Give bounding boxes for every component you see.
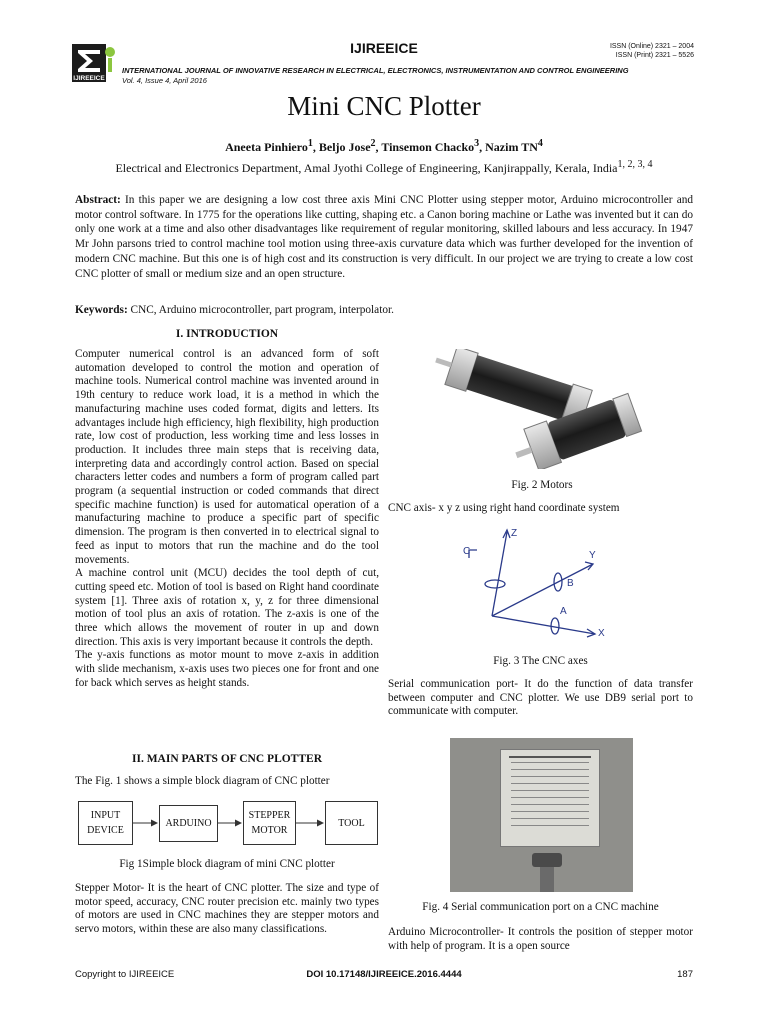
axes-illustration	[455, 524, 615, 644]
abstract-label: Abstract:	[75, 194, 121, 206]
fig4-serial-port-image	[450, 738, 633, 892]
db9-connector	[532, 853, 562, 867]
affiliation	[0, 159, 768, 176]
author-name: Tinsemon Chacko	[381, 140, 475, 154]
fig2-caption: Fig. 2 Motors	[511, 479, 573, 491]
journal-full-name: INTERNATIONAL JOURNAL OF INNOVATIVE RESEARCH IN ELECTRICAL, ELECTRONICS, INSTRUMENTATION AND CONTROL ENGINEERING	[122, 66, 629, 75]
paragraph: Serial communication port- It do the function of data transfer between computer and CNC plotter. We use DB9 serial port to communicate with computer.	[388, 678, 693, 718]
author-sup: 1	[307, 138, 313, 149]
block-label: MOTOR	[251, 825, 288, 836]
author-sup: 2	[370, 138, 376, 149]
issn-print: ISSN (Print) 2321 – 5526	[615, 52, 694, 59]
block-arduino	[159, 805, 218, 842]
block-label: INPUT	[90, 810, 121, 821]
author-sup: 3	[474, 138, 480, 149]
affiliation-text: Electrical and Electronics Department, Amal Jyothi College of Engineering, Kanjirappally, Kerala, India	[115, 161, 618, 175]
introduction-body	[75, 348, 379, 691]
section-heading-introduction: I. INTRODUCTION	[175, 328, 279, 340]
block-stepper-motor	[243, 801, 296, 845]
stepper-motor-paragraph: Stepper Motor- It is the heart of CNC plotter. The size and type of motor speed, accuracy, CNC router precision etc. mainly two types of motors are used in CNC machines they are stepper motors and servo motors, within these are also many classifications.	[75, 882, 379, 936]
logo-text: IJIREEICE	[73, 75, 105, 82]
issn-online: ISSN (Online) 2321 – 2004	[609, 43, 694, 50]
fig1-intro: The Fig. 1 shows a simple block diagram of CNC plotter	[75, 775, 330, 787]
block-input-device	[78, 801, 133, 845]
footer-page-number: 187	[677, 969, 693, 980]
footer-doi: DOI 10.17148/IJIREEICE.2016.4444	[306, 969, 462, 980]
section-heading-main-parts: II. MAIN PARTS OF CNC PLOTTER	[132, 753, 322, 765]
axis-label-b: B	[567, 578, 574, 589]
arduino-paragraph: Arduino Microcontroller- It controls the position of stepper motor with help of program. It is a open source	[388, 926, 693, 952]
fig2-motors-image	[427, 349, 657, 469]
fig3-axes-diagram	[455, 524, 615, 644]
motors-illustration	[427, 349, 657, 469]
keywords-value: CNC, Arduino microcontroller, part program, interpolator.	[130, 304, 394, 316]
affiliation-sup: 1, 2, 3, 4	[617, 159, 653, 170]
paragraph: A machine control unit (MCU) decides the tool depth of cut, cutting speed etc. Motion of tool is based on Right hand coordinate system [1]. Three axis of rotation x, y, z for three dimensional motion of tool plus an axis of rotation. The z-axis is one of the three which allows the movement of router in up and down direction. This axis is very important because it controls the depth.	[75, 567, 379, 648]
block-tool	[325, 801, 378, 845]
axis-label-c: C	[463, 546, 471, 557]
author-name: Aneeta Pinhiero	[225, 140, 308, 154]
block-diagram	[75, 797, 379, 847]
block-label: ARDUINO	[165, 818, 212, 829]
fig1-caption: Fig 1Simple block diagram of mini CNC plotter	[119, 858, 335, 870]
journal-short-name: IJIREEICE	[350, 40, 418, 56]
axis-label-x: X	[598, 628, 605, 639]
axis-label-a: A	[560, 606, 567, 617]
footer-copyright: Copyright to IJIREEICE	[75, 969, 175, 980]
paragraph: Computer numerical control is an advanced form of soft automation developed to control the motion and operation of machine tools. Numerical control machine was invented around in 19th century to reduce work load, it is a method in which the manufacturing machine uses coded format, digits and letters. Its advantages include high efficiency, high flexibility, high production rate, low cost of production, less working time and less losses in production. It includes three main steps that is receiving data, interpreting data and accordingly control action. Based on special characters letter codes and numbers a form of program called part program (a sequential instruction or coded commands that direct specific machine function) is used for automatical operation of a manufacturing machine to produce a specific part of specific dimension. The program is then converted in to electrical signal to feed as input to motors that run the machine and do the tool movements.	[75, 348, 379, 566]
author-name: Beljo Jose	[318, 140, 371, 154]
abstract	[75, 193, 693, 281]
abstract-text: In this paper we are designing a low cost three axis Mini CNC Plotter using stepper motor, Arduino microcontroller and motor control software. In 1775 for the operations like cutting, shaping etc. a Canon boring machine or Lathe was invented but it can do only one work at a time and also other disadvantages like requirement of regular monitoring, skilled labours and less accuracy. In 1947 Mr John parsons tried to control machine tool motion using three-axis curvature data which was further developed for the invention of modern CNC machine. But this one is of high cost and its construction is very difficult. In our project we are trying to create a low cost CNC plotter of small or medium size and an open structure.	[75, 194, 694, 280]
author-sup: 4	[537, 138, 543, 149]
cable	[540, 867, 554, 892]
keywords	[75, 304, 394, 316]
block-label: STEPPER	[248, 810, 291, 821]
cnc-axis-text: CNC axis- x y z using right hand coordinate system	[388, 502, 620, 514]
axis-label-y: Y	[589, 550, 596, 561]
block-label: DEVICE	[87, 825, 124, 836]
fig3-caption: Fig. 3 The CNC axes	[493, 655, 588, 667]
keywords-label: Keywords:	[75, 304, 128, 316]
serial-port-paragraph	[388, 665, 693, 719]
block-label: TOOL	[338, 817, 365, 829]
paragraph: The y-axis functions as motor mount to move z-axis in addition with slide mechanism, x-axis uses two pieces one for front and one for back which serves as height stands.	[75, 649, 379, 689]
author-list: Aneeta Pinhiero$^1$, Beljo Jose$^2$, Tinsemon Chacko$^3$, Nazim $TN^4$	[225, 138, 543, 154]
axis-label-z: Z	[511, 528, 518, 539]
author-name: Nazim TN	[485, 140, 538, 154]
label-plate	[500, 749, 600, 847]
paper-title: Mini CNC Plotter	[287, 91, 481, 121]
volume-issue: Vol. 4, Issue 4, April 2016	[122, 76, 207, 85]
issn-block	[610, 42, 694, 60]
fig4-caption: Fig. 4 Serial communication port on a CNC machine	[422, 901, 659, 913]
